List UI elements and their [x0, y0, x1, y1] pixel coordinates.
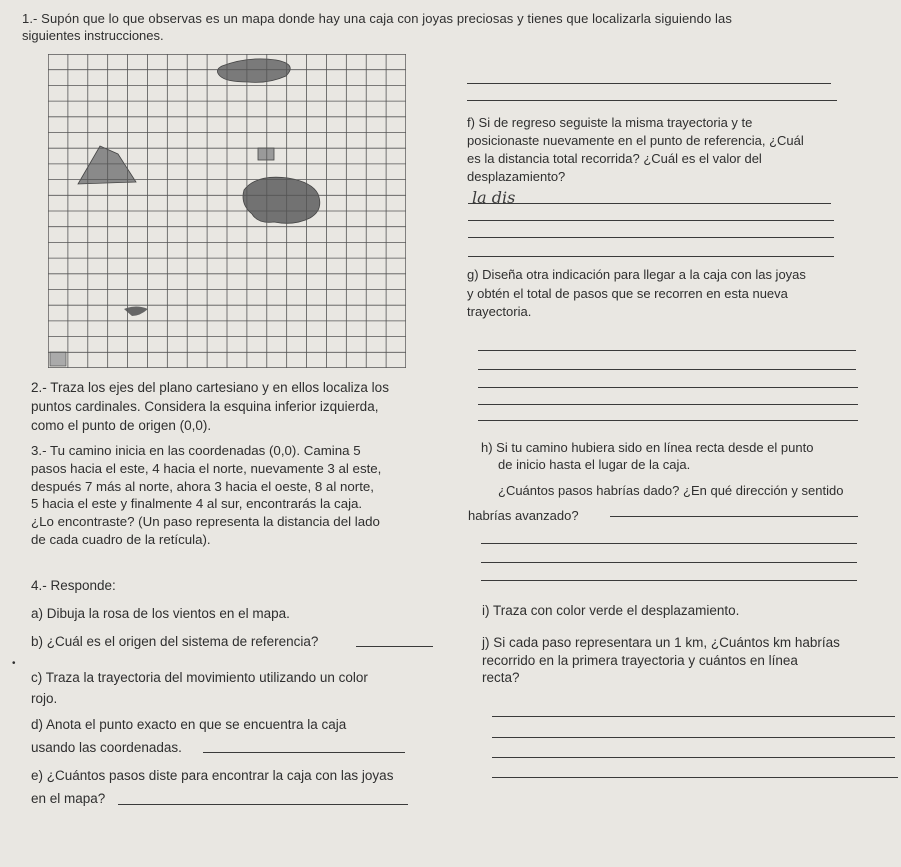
question-j-line: recta?: [482, 670, 520, 685]
question-2-line: como el punto de origen (0,0).: [31, 418, 212, 433]
answer-line-j-2[interactable]: [492, 737, 895, 738]
question-4e-line-2: en el mapa?: [31, 791, 106, 806]
question-h-line-4: habrías avanzado?: [468, 508, 579, 523]
lake-middle: [243, 177, 320, 223]
answer-line-h-1[interactable]: [481, 543, 857, 544]
answer-line-4e[interactable]: [118, 804, 408, 805]
handwritten-answer: la dis: [472, 188, 516, 207]
answer-line-g-2[interactable]: [478, 369, 856, 370]
question-4b: b) ¿Cuál es el origen del sistema de referencia?: [31, 634, 319, 649]
question-f-line: f) Si de regreso seguiste la misma trayectoria y te: [467, 115, 753, 130]
question-2-line: 2.- Traza los ejes del plano cartesiano y en ellos localiza los: [31, 380, 389, 395]
question-f-line: desplazamiento?: [467, 169, 566, 184]
answer-line-top-1[interactable]: [467, 83, 831, 84]
question-h: [481, 439, 813, 473]
question-i: i) Traza con color verde el desplazamiento.: [482, 603, 740, 618]
question-1-line-1: 1.- Supón que lo que observas es un mapa donde hay una caja con joyas preciosas y tienes que localizarla siguiendo las: [22, 11, 732, 26]
question-3: [31, 442, 381, 549]
answer-line-g-1[interactable]: [478, 350, 856, 351]
treasure-map-grid[interactable]: [48, 54, 406, 368]
question-3-line: ¿Lo encontraste? (Un paso representa la distancia del lado: [31, 514, 380, 530]
question-g: [467, 266, 806, 322]
answer-line-g-3[interactable]: [478, 387, 858, 388]
question-g-line: g) Diseña otra indicación para llegar a la caja con las joyas: [467, 267, 806, 282]
question-4c-line-2: rojo.: [31, 691, 58, 706]
house-marker: [258, 148, 274, 160]
question-j: [482, 634, 840, 687]
answer-line-h-3[interactable]: [481, 580, 857, 581]
answer-line-h-2[interactable]: [481, 562, 857, 563]
bullet-mark: •: [12, 658, 16, 669]
question-4a: a) Dibuja la rosa de los vientos en el mapa.: [31, 606, 290, 621]
answer-line-f-3[interactable]: [468, 237, 834, 238]
answer-line-4d[interactable]: [203, 752, 405, 753]
answer-line-g-4[interactable]: [478, 404, 858, 405]
question-3-line: 3.- Tu camino inicia en las coordenadas (0,0). Camina 5: [31, 443, 361, 458]
answer-line-g-5[interactable]: [478, 420, 858, 421]
answer-line-f-4[interactable]: [468, 256, 834, 257]
question-3-line: pasos hacia el este, 4 hacia el norte, nuevamente 3 al este,: [31, 460, 382, 476]
question-4e-line-1: e) ¿Cuántos pasos diste para encontrar la caja con las joyas: [31, 768, 394, 783]
question-3-line: después 7 más al norte, ahora 3 hacia el oeste, 8 al norte,: [31, 478, 374, 494]
question-h-line: h) Si tu camino hubiera sido en línea recta desde el punto: [481, 440, 814, 455]
question-j-line: recorrido en la primera trayectoria y cuántos en línea: [482, 652, 798, 668]
lake-top: [217, 59, 290, 83]
question-f-line: posicionaste nuevamente en el punto de referencia, ¿Cuál: [467, 133, 804, 148]
question-2: [31, 378, 389, 435]
question-4d-line-2: usando las coordenadas.: [31, 740, 182, 755]
question-4c-line-1: c) Traza la trayectoria del movimiento utilizando un color: [31, 670, 368, 685]
question-g-line: trayectoria.: [467, 304, 532, 319]
question-h-line: de inicio hasta el lugar de la caja.: [498, 457, 691, 472]
question-f: [467, 114, 804, 186]
question-3-line: de cada cuadro de la retícula).: [31, 531, 211, 547]
question-3-line: 5 hacia el este y finalmente 4 al sur, encontrarás la caja.: [31, 496, 363, 512]
question-4-heading: 4.- Responde:: [31, 578, 116, 593]
question-f-line: es la distancia total recorrida? ¿Cuál es el valor del: [467, 151, 762, 166]
answer-line-j-4[interactable]: [492, 777, 898, 778]
answer-line-j-3[interactable]: [492, 757, 895, 758]
answer-line-f-1[interactable]: [468, 203, 831, 204]
corner-box: [50, 352, 66, 366]
question-4d-line-1: d) Anota el punto exacto en que se encuentra la caja: [31, 717, 347, 732]
question-j-line: j) Si cada paso representara un 1 km, ¿Cuántos km habrías: [482, 635, 840, 650]
question-2-line: puntos cardinales. Considera la esquina inferior izquierda,: [31, 399, 379, 414]
answer-line-j-1[interactable]: [492, 716, 895, 717]
answer-line-top-2[interactable]: [467, 100, 837, 101]
answer-line-4b[interactable]: [356, 646, 433, 647]
question-g-line: y obtén el total de pasos que se recorren en esta nueva: [467, 285, 788, 301]
question-h-line-3: ¿Cuántos pasos habrías dado? ¿En qué dirección y sentido: [498, 483, 844, 498]
answer-line-f-2[interactable]: [468, 220, 834, 221]
answer-line-h-0[interactable]: [610, 516, 858, 517]
question-1-line-2: siguientes instrucciones.: [22, 28, 164, 43]
